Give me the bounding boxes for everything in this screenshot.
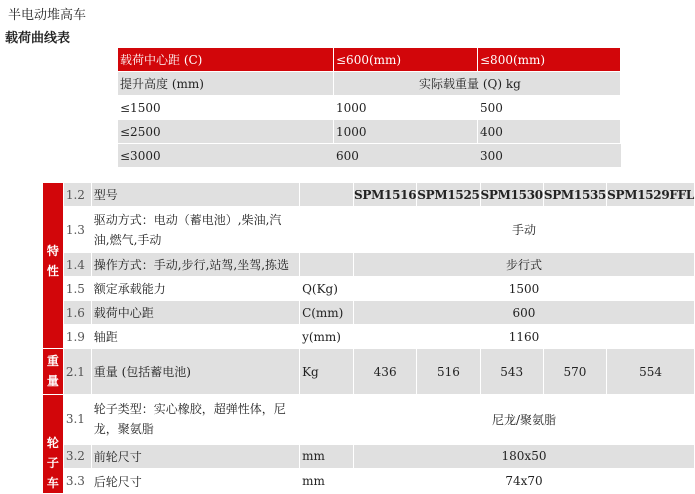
row-label: 操作方式：手动,步行,站驾,坐驾,拣选 xyxy=(92,253,300,277)
model-cell: SPM1525 xyxy=(417,183,480,207)
row-unit: C(mm) xyxy=(300,301,354,325)
model-cell: SPM1529FFL xyxy=(607,183,695,207)
row-value: 尼龙/聚氨脂 xyxy=(354,395,695,445)
row-value: 600 xyxy=(354,301,695,325)
row-unit: Kg xyxy=(300,349,354,395)
row-number: 2.1 xyxy=(64,349,92,395)
row-label: 驱动方式：电动（蓄电池）,柴油,汽油,燃气,手动 xyxy=(92,207,300,253)
row-unit: mm xyxy=(300,445,354,470)
row-value: 1500 xyxy=(354,277,695,301)
row-unit: mm xyxy=(300,469,354,494)
table-row xyxy=(43,325,695,349)
category-wheels: 轮 子 车 xyxy=(43,395,64,494)
row-number: 3.3 xyxy=(64,469,92,494)
row-label: 型号 xyxy=(92,183,300,207)
subheader-cell: 提升高度 (mm) xyxy=(118,72,334,96)
weight-cell: 543 xyxy=(481,349,544,395)
row-label: 额定承载能力 xyxy=(92,277,300,301)
table-row xyxy=(43,301,695,325)
table-row xyxy=(118,120,621,144)
table-cell: ≤2500 xyxy=(118,120,334,144)
table-cell: 500 xyxy=(478,96,621,120)
table-row xyxy=(118,144,621,168)
weight-cell: 570 xyxy=(544,349,607,395)
row-label: 轴距 xyxy=(92,325,300,349)
row-number: 1.4 xyxy=(64,253,92,277)
table-row xyxy=(118,96,621,120)
weight-cell: 516 xyxy=(417,349,480,395)
weight-cell: 436 xyxy=(354,349,417,395)
table-cell: 1000 xyxy=(334,120,478,144)
category-features: 特 性 xyxy=(43,183,64,349)
row-unit xyxy=(300,395,354,445)
row-unit: Q(Kg) xyxy=(300,277,354,301)
row-value: 步行式 xyxy=(354,253,695,277)
row-number: 1.9 xyxy=(64,325,92,349)
row-value: 180x50 xyxy=(354,445,695,470)
table-row xyxy=(43,183,695,207)
row-label: 后轮尺寸 xyxy=(92,469,300,494)
row-label: 重量 (包括蓄电池) xyxy=(92,349,300,395)
row-label: 轮子类型：实心橡胶，超弹性体，尼龙，聚氨脂 xyxy=(92,395,300,445)
spec-table xyxy=(43,183,695,494)
header-cell: ≤600(mm) xyxy=(334,48,478,72)
load-curve-table xyxy=(118,48,621,168)
table-row xyxy=(43,207,695,253)
table-cell: ≤1500 xyxy=(118,96,334,120)
table-cell: 300 xyxy=(478,144,621,168)
row-unit xyxy=(300,207,354,253)
row-unit xyxy=(300,183,354,207)
row-value: 1160 xyxy=(354,325,695,349)
model-cell: SPM1516 xyxy=(354,183,417,207)
model-cell: SPM1535 xyxy=(544,183,607,207)
row-label: 前轮尺寸 xyxy=(92,445,300,470)
category-weight: 重 量 xyxy=(43,349,64,395)
row-value: 手动 xyxy=(354,207,695,253)
page-title: 半电动堆高车 xyxy=(8,8,87,23)
table-row xyxy=(43,349,695,395)
row-number: 1.2 xyxy=(64,183,92,207)
table-cell: ≤3000 xyxy=(118,144,334,168)
weight-cell: 554 xyxy=(607,349,695,395)
subheader-cell: 实际载重量 (Q) kg xyxy=(334,72,621,96)
row-number: 1.5 xyxy=(64,277,92,301)
row-number: 1.6 xyxy=(64,301,92,325)
table-header-row xyxy=(118,48,621,72)
header-cell: ≤800(mm) xyxy=(478,48,621,72)
header-cell: 载荷中心距 (C) xyxy=(118,48,334,72)
table-row xyxy=(43,395,695,445)
row-number: 3.1 xyxy=(64,395,92,445)
section-title: 载荷曲线表 xyxy=(5,31,71,46)
table-row xyxy=(43,469,695,494)
table-row xyxy=(43,277,695,301)
table-subheader-row xyxy=(118,72,621,96)
row-value: 74x70 xyxy=(354,469,695,494)
table-cell: 600 xyxy=(334,144,478,168)
table-cell: 1000 xyxy=(334,96,478,120)
table-cell: 400 xyxy=(478,120,621,144)
model-cell: SPM1530 xyxy=(481,183,544,207)
row-number: 1.3 xyxy=(64,207,92,253)
table-row xyxy=(43,253,695,277)
row-unit: y(mm) xyxy=(300,325,354,349)
table-row xyxy=(43,445,695,470)
row-label: 载荷中心距 xyxy=(92,301,300,325)
row-unit xyxy=(300,253,354,277)
row-number: 3.2 xyxy=(64,445,92,470)
